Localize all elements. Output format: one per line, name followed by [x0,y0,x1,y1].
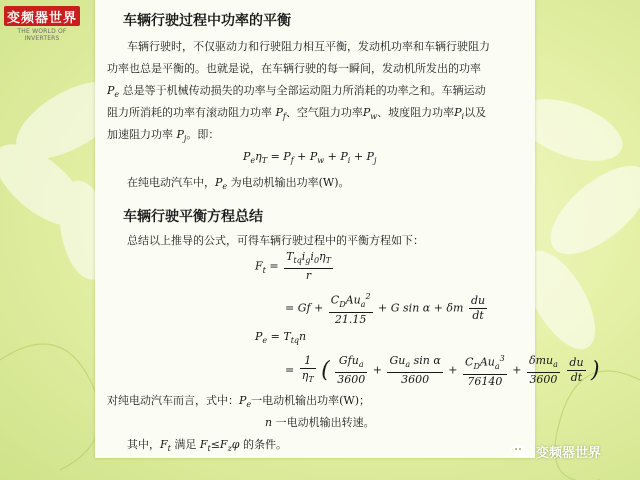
wechat-icon [510,443,530,459]
watermark [510,440,601,462]
section2-outro-line1: 对纯电动汽车而言，式中：$P_e$一电动机输出功率(W)； [107,394,371,410]
power-balance-expanded-equation: = $\frac{1}{\eta_T}$ ( $\frac{Gfu_a}{3600}$ + $\frac{Gu_a \sin \alpha}{3600}$ + $\frac{C_DAu_a^3}{76140}$ + $\frac{\delta mu_a}{3600}$ $\frac{du}{dt}$ ) [285,353,600,388]
section2-outro-line3: 其中，$F_t$ 满足 $F_t\le F_z\varphi$ 的条件。 [127,438,287,454]
section1-body-line: $P_e$ 总是等于机械传动损失的功率与全部运动阻力所消耗的功率之和。车辆运动 [107,84,486,100]
watermark-text: 变频器世界 [536,445,602,461]
output-power-equation: $P_e = T_{tq}n$ [255,330,307,346]
section1-body-line: 阻力所消耗的功率有滚动阻力功率 $P_f$、空气阻力功率$P_w$、坡度阻力功率$P_i$以及 [107,106,487,122]
section1-body-line: 功率也总是平衡的。也就是说，在车辆行驶的每一瞬间，发动机所发出的功率 [107,62,481,75]
section2-title: 车辆行驶平衡方程总结 [123,209,263,225]
section1-title: 车辆行驶过程中功率的平衡 [123,13,291,29]
site-logo [4,6,80,42]
logo-english-text: THE WORLD OF INVERTERS [17,28,67,42]
section2-outro-line2: n 一电动机输出转速。 [265,416,375,429]
section1-note: 在纯电动汽车中，$P_e$ 为电动机输出功率(W)。 [127,176,350,192]
resistance-equation: = Gf + $\frac{C_DAu_a^2}{21.15}$ + G sin α + δm $\frac{du}{dt}$ [285,292,486,326]
section1-body-line: 加速阻力功率 $P_j$。即： [107,128,220,144]
section2-intro: 总结以上推导的公式，可得车辆行驶过程中的平衡方程如下： [127,234,424,247]
traction-force-equation: $F_t$ = $\frac{T_{tq}i_gi_0\eta_T}{r}$ [255,250,331,283]
power-balance-equation: $P_e\eta_T = P_f + P_w + P_i + P_j$ [243,150,377,166]
section1-body-line: 车辆行驶时，不仅驱动力和行驶阻力相互平衡，发动机功率和车辆行驶阻力 [127,40,490,53]
logo-chinese-text: 变频器世界 [6,11,77,26]
section1-body2: 总是等于机械传动损失的功率与全部运动阻力所消耗的功率之和。车辆运动 [122,84,486,97]
